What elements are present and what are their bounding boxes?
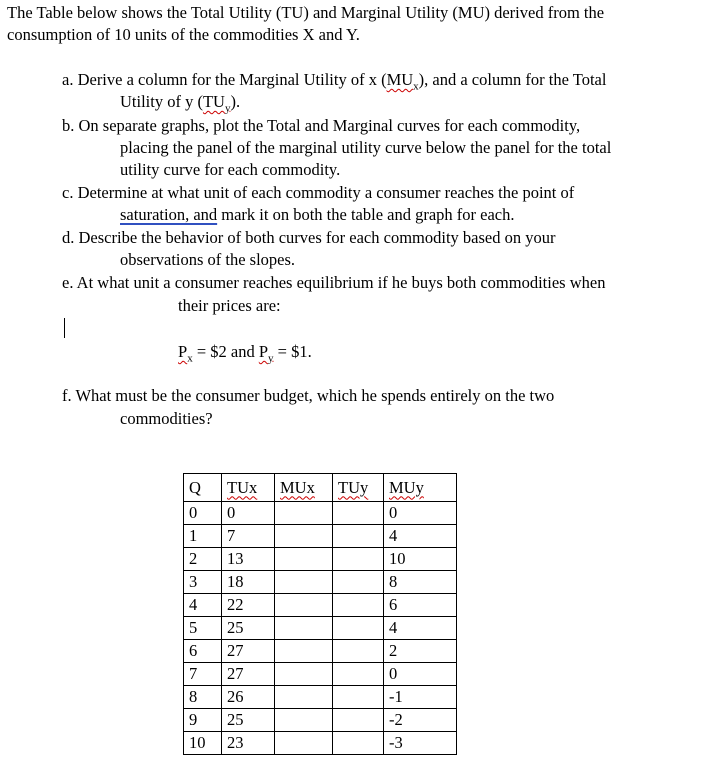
text: a. Derive a column for the Marginal Utility of x ( — [62, 70, 387, 89]
intro-line-1: The Table below shows the Total Utility (TU) and Marginal Utility (MU) derived from the — [7, 3, 605, 22]
question-b-line-3: utility curve for each commodity. — [120, 160, 341, 179]
table-cell — [333, 617, 384, 640]
table-cell — [275, 663, 333, 686]
table-cell — [333, 548, 384, 571]
table-cell: 27 — [222, 640, 275, 663]
column-header — [384, 474, 457, 502]
table-cell: 13 — [222, 548, 275, 571]
table-cell: -3 — [384, 732, 457, 755]
subscript: y — [268, 352, 274, 365]
table-row — [184, 525, 457, 548]
table-cell — [333, 525, 384, 548]
header-label: TUy — [338, 477, 369, 497]
text: = $1. — [273, 342, 312, 361]
column-header — [275, 474, 333, 502]
text: MU — [386, 70, 414, 89]
table-cell: 10 — [184, 732, 222, 755]
utility-table — [183, 473, 457, 755]
table-row — [184, 548, 457, 571]
table-cell: 0 — [222, 502, 275, 525]
text: Utility of y ( — [120, 92, 203, 111]
table-cell: 6 — [384, 594, 457, 617]
table-cell — [275, 640, 333, 663]
table-cell: 0 — [184, 502, 222, 525]
question-d-line-1: d. Describe the behavior of both curves for each commodity based on your — [62, 228, 556, 247]
table-cell — [275, 571, 333, 594]
text-cursor — [64, 318, 65, 338]
table-cell: 25 — [222, 617, 275, 640]
table-cell — [333, 686, 384, 709]
table-cell — [333, 709, 384, 732]
table-cell: 0 — [384, 502, 457, 525]
table-cell: 26 — [222, 686, 275, 709]
table-cell: 2 — [184, 548, 222, 571]
table-cell: 5 — [184, 617, 222, 640]
text: P — [258, 342, 269, 361]
table-cell — [333, 663, 384, 686]
subscript: x — [413, 80, 419, 93]
table-row — [184, 640, 457, 663]
table-cell: 4 — [184, 594, 222, 617]
table-cell: 18 — [222, 571, 275, 594]
table-row — [184, 709, 457, 732]
table-cell: 8 — [384, 571, 457, 594]
question-f-line-2: commodities? — [120, 409, 213, 428]
question-c-line-1: c. Determine at what unit of each commodity a consumer reaches the point of — [62, 183, 575, 202]
table-cell: 1 — [184, 525, 222, 548]
table-cell: 10 — [384, 548, 457, 571]
table-cell: 22 — [222, 594, 275, 617]
table-row — [184, 502, 457, 525]
header-label: MUy — [389, 477, 424, 497]
question-a-line-2 — [120, 92, 240, 118]
table-cell: 2 — [384, 640, 457, 663]
column-header — [184, 474, 222, 502]
spell-flag — [258, 342, 274, 365]
question-c-line-2 — [120, 205, 515, 225]
spell-flag — [386, 70, 419, 93]
table-row — [184, 732, 457, 755]
table-row — [184, 594, 457, 617]
table-cell: 6 — [184, 640, 222, 663]
table-cell: 25 — [222, 709, 275, 732]
table-cell: 23 — [222, 732, 275, 755]
question-e-line-1: e. At what unit a consumer reaches equilibrium if he buys both commodities when — [62, 273, 606, 292]
table-row — [184, 686, 457, 709]
table-cell — [333, 640, 384, 663]
table-cell — [333, 594, 384, 617]
table-cell — [275, 617, 333, 640]
text: P — [178, 342, 188, 361]
column-header — [333, 474, 384, 502]
table-row — [184, 617, 457, 640]
table-cell — [275, 502, 333, 525]
table-cell — [333, 732, 384, 755]
table-cell: 0 — [384, 663, 457, 686]
table-cell — [275, 732, 333, 755]
intro-line-2: consumption of 10 units of the commodities X and Y. — [7, 25, 360, 44]
table-cell: -1 — [384, 686, 457, 709]
subscript: x — [187, 352, 193, 365]
table-cell: 4 — [384, 525, 457, 548]
question-f-line-1: f. What must be the consumer budget, which he spends entirely on the two — [62, 386, 555, 405]
text: = $2 and — [192, 342, 259, 361]
header-label: Q — [189, 477, 201, 497]
table-cell: 27 — [222, 663, 275, 686]
table-cell: -2 — [384, 709, 457, 732]
prices-line — [178, 342, 312, 368]
spell-flag — [202, 92, 231, 115]
question-b-line-2: placing the panel of the marginal utility curve below the panel for the total — [120, 138, 612, 157]
table-cell — [275, 548, 333, 571]
table-cell — [275, 594, 333, 617]
text: TU — [202, 92, 225, 111]
table-cell — [333, 571, 384, 594]
table-cell — [275, 686, 333, 709]
table-cell: 3 — [184, 571, 222, 594]
table-cell: 9 — [184, 709, 222, 732]
table-cell: 8 — [184, 686, 222, 709]
header-label: MUx — [280, 477, 315, 497]
header-label: TUx — [227, 477, 258, 497]
table-cell: 7 — [184, 663, 222, 686]
table-cell — [275, 709, 333, 732]
table-cell — [333, 502, 384, 525]
spell-flag — [178, 342, 193, 365]
table-header-row — [184, 474, 457, 502]
table-row — [184, 571, 457, 594]
subscript: y — [224, 102, 231, 115]
column-header — [222, 474, 275, 502]
question-d-line-2: observations of the slopes. — [120, 250, 296, 269]
text: mark it on both the table and graph for each. — [217, 205, 515, 224]
text: ). — [230, 92, 241, 111]
grammar-flag: saturation, and — [120, 205, 218, 224]
table-cell — [275, 525, 333, 548]
table-cell: 4 — [384, 617, 457, 640]
question-b-line-1: b. On separate graphs, plot the Total and Marginal curves for each commodity, — [62, 116, 581, 135]
table-cell: 7 — [222, 525, 275, 548]
text: ), and a column for the Total — [418, 70, 607, 89]
table-row — [184, 663, 457, 686]
question-e-line-2: their prices are: — [178, 296, 281, 315]
